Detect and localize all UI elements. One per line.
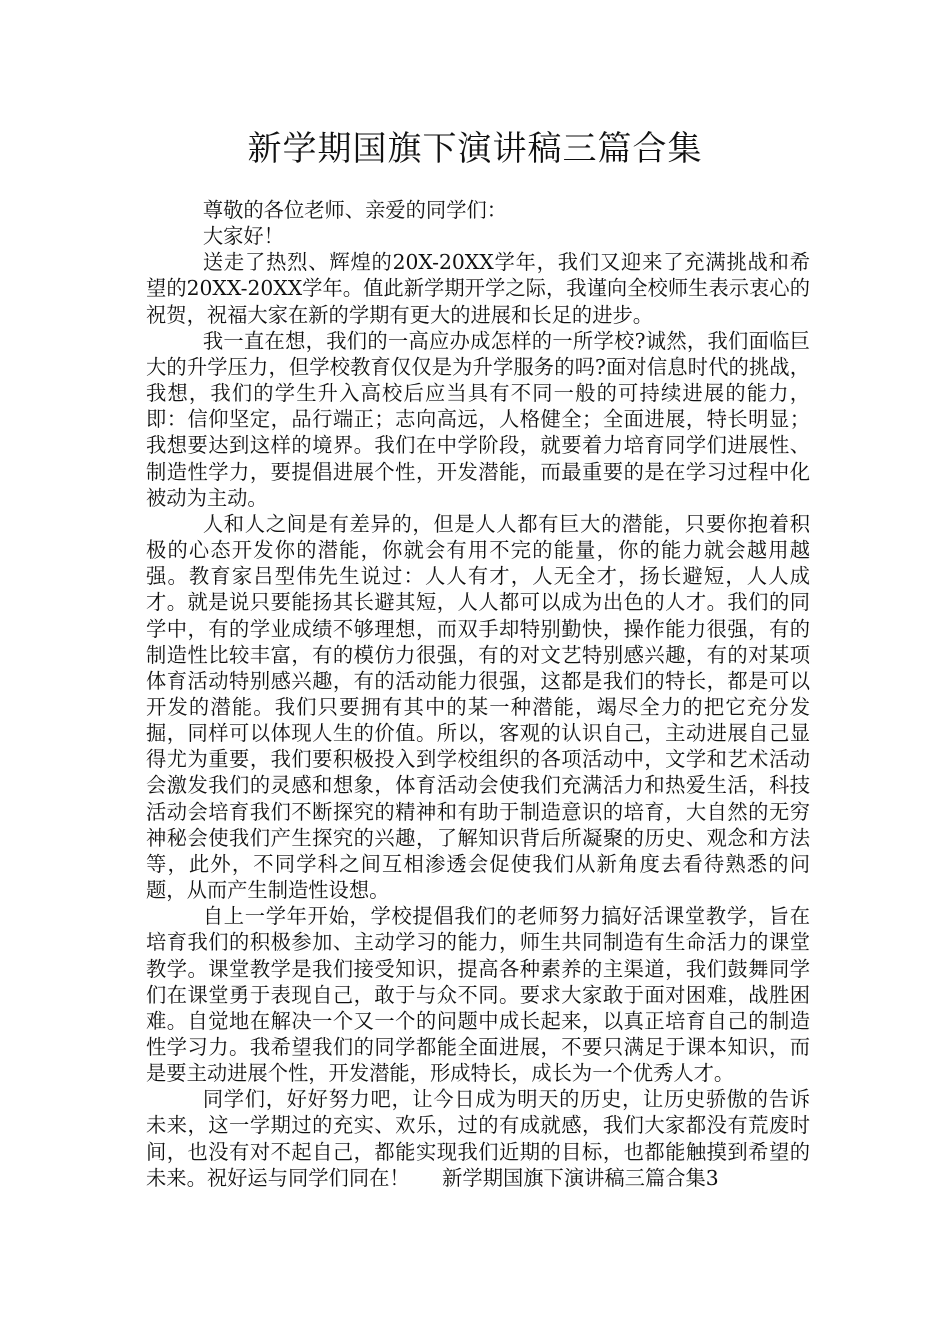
body-paragraph: 人和人之间是有差异的，但是人人都有巨大的潜能，只要你抱着积极的心态开发你的潜能，你就会有用不完的能量，你的能力就会越用越强。教育家吕型伟先生说过：人人有才，人无全才，扬长避短，人人成才。就是说只要能扬其长避其短，人人都可以成为出色的人才。我们的同学中，有的学业成绩不够理想，而双手却特别勤快，操作能力很强，有的制造性比较丰富，有的模仿力很强，有的对文艺特别感兴趣，有的对某项体育活动特别感兴趣，有的活动能力很强，这都是我们的特长，都是可以开发的潜能。我们只要拥有其中的某一种潜能，竭尽全力的把它充分发掘，同样可以体现人生的价值。所以，客观的认识自己，主动进展自己显得尤为重要，我们要积极投入到学校组织的各项活动中，文学和艺术活动会激发我们的灵感和想象，体育活动会使我们充满活力和热爱生活，科技活动会培育我们不断探究的精神和有助于制造意识的培育，大自然的无穷神秘会使我们产生探究的兴趣，了解知识背后所凝聚的历史、观念和方法等，此外，不同学科之间互相渗透会促使我们从新角度去看待熟悉的问题，从而产生制造性设想。 — [146, 511, 810, 903]
body-paragraph: 送走了热烈、辉煌的20X-20XX学年，我们又迎来了充满挑战和希望的20XX-20XX学年。值此新学期开学之际，我谨向全校师生表示衷心的祝贺，祝福大家在新的学期有更大的进展和长足的进步。 — [146, 250, 810, 327]
body-paragraph: 自上一学年开始，学校提倡我们的老师努力搞好活课堂教学，旨在培育我们的积极参加、主动学习的能力，师生共同制造有生命活力的课堂教学。课堂教学是我们接受知识，提高各种素养的主渠道，我们鼓舞同学们在课堂勇于表现自己，敢于与众不同。要求大家敢于面对困难，战胜困难。自觉地在解决一个又一个的问题中成长起来，以真正培育自己的制造性学习力。我希望我们的同学都能全面进展，不要只满足于课本知识，而是要主动进展个性，开发潜能，形成特长，成长为一个优秀人才。 — [146, 904, 810, 1086]
greeting-line: 大家好！ — [202, 224, 284, 249]
document-body — [146, 197, 810, 1191]
body-paragraph: 我一直在想，我们的一高应办成怎样的一所学校?诚然，我们面临巨大的升学压力，但学校教育仅仅是为升学服务的吗?面对信息时代的挑战，我想，我们的学生升入高校后应当具有不同一般的可持续进展的能力，即：信仰坚定，品行端正；志向高远，人格健全；全面进展，特长明显；我想要达到这样的境界。我们在中学阶段，就要着力培育同学们进展性、制造性学力，要提倡进展个性，开发潜能，而最重要的是在学习过程中化被动为主动。 — [146, 328, 810, 510]
document-title: 新学期国旗下演讲稿三篇合集 — [247, 129, 703, 169]
closing-paragraph — [146, 1086, 810, 1191]
closing-paragraph-text: 同学们，好好努力吧，让今日成为明天的历史，让历史骄傲的告诉未来，这一学期过的充实、欢乐，过的有成就感，我们大家都没有荒废时间，也没有对不起自己，都能实现我们近期的目标，也都能触摸到希望的未来。祝好运与同学们同在！ — [146, 1087, 810, 1190]
next-section-heading: 新学期国旗下演讲稿三篇合集3 — [442, 1165, 719, 1190]
salutation-line: 尊敬的各位老师、亲爱的同学们： — [202, 198, 508, 222]
